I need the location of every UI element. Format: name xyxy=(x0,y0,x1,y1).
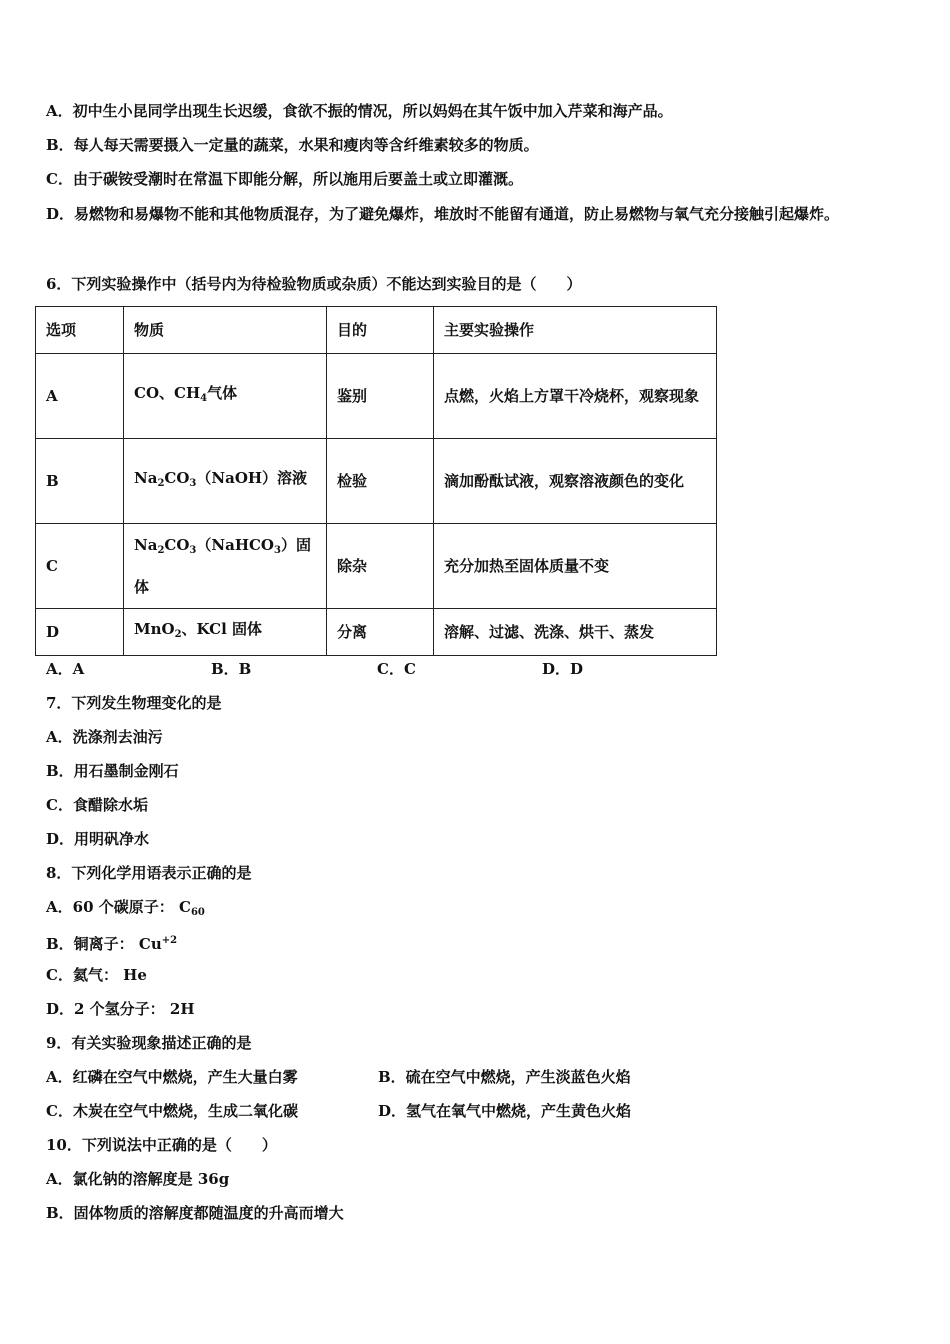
q6-answer-a: A．A xyxy=(46,660,85,678)
q10-stem: 10．下列说法中正确的是（ ） xyxy=(46,1136,277,1154)
q5-option-a: A．初中生小昆同学出现生长迟缓，食欲不振的情况，所以妈妈在其午饭中加入芹菜和海产品。 xyxy=(46,102,673,120)
q9-option-d: D．氢气在氧气中燃烧，产生黄色火焰 xyxy=(378,1102,632,1120)
row-option: C xyxy=(36,524,124,609)
table-row xyxy=(36,609,717,656)
header-option: 选项 xyxy=(36,307,124,354)
row-option: D xyxy=(36,609,124,656)
row-substance: $Na_2CO_3(NaOH)$溶液 xyxy=(124,439,327,524)
q7-option-b: B．用石墨制金刚石 xyxy=(46,762,179,780)
q5-option-b: B．每人每天需要摄入一定量的蔬菜，水果和瘦肉等含纤维素较多的物质。 xyxy=(46,136,539,154)
q10-option-a: A．氯化钠的溶解度是 36g xyxy=(46,1170,230,1188)
row-purpose: 除杂 xyxy=(327,524,434,609)
row-substance: CO、$CH_4$气体 xyxy=(124,354,327,439)
q8-option-b: B．铜离子： $Cu^{+2}$ xyxy=(46,935,178,953)
q7-option-d: D．用明矾净水 xyxy=(46,830,150,848)
q6-answer-d: D．D xyxy=(542,660,584,678)
table-row xyxy=(36,354,717,439)
q7-stem: 7．下列发生物理变化的是 xyxy=(46,694,222,712)
row-option: B xyxy=(36,439,124,524)
q7-option-c: C．食醋除水垢 xyxy=(46,796,148,814)
q6-table xyxy=(35,306,717,656)
q9-option-b: B．硫在空气中燃烧，产生淡蓝色火焰 xyxy=(378,1068,631,1086)
header-substance: 物质 xyxy=(124,307,327,354)
table-header-row xyxy=(36,307,717,354)
row-operation: 溶解、过滤、洗涤、烘干、蒸发 xyxy=(434,609,717,656)
q7-option-a: A．洗涤剂去油污 xyxy=(46,728,163,746)
q6-answer-c: C．C xyxy=(377,660,416,678)
header-purpose: 目的 xyxy=(327,307,434,354)
table-row xyxy=(36,524,717,609)
row-operation: 滴加酚酞试液，观察溶液颜色的变化 xyxy=(434,439,717,524)
row-purpose: 分离 xyxy=(327,609,434,656)
q9-option-a: A．红磷在空气中燃烧，产生大量白雾 xyxy=(46,1068,298,1086)
row-option: A xyxy=(36,354,124,439)
row-substance: MnO$_2$、KCl 固体 xyxy=(124,609,327,656)
row-operation: 充分加热至固体质量不变 xyxy=(434,524,717,609)
row-purpose: 鉴别 xyxy=(327,354,434,439)
q6-answer-b: B．B xyxy=(211,660,252,678)
q9-stem: 9．有关实验现象描述正确的是 xyxy=(46,1034,252,1052)
q8-stem: 8．下列化学用语表示正确的是 xyxy=(46,864,252,882)
table-row xyxy=(36,439,717,524)
row-substance: $Na_2CO_3(NaHCO_3)$固体 xyxy=(124,524,327,609)
q8-option-a: A．60 个碳原子： $C_{60}$ xyxy=(46,898,205,918)
q8-option-d: D．2 个氢分子： 2H xyxy=(46,1000,195,1018)
q8-option-c: C．氦气： He xyxy=(46,966,147,984)
q5-option-c: C．由于碳铵受潮时在常温下即能分解，所以施用后要盖土或立即灌溉。 xyxy=(46,170,523,188)
header-operation: 主要实验操作 xyxy=(434,307,717,354)
q10-option-b: B．固体物质的溶解度都随温度的升高而增大 xyxy=(46,1204,344,1222)
q5-option-d: D．易燃物和易爆物不能和其他物质混存，为了避免爆炸，堆放时不能留有通道，防止易燃物与氧气充分接触引起爆炸。 xyxy=(46,205,840,223)
q9-option-c: C．木炭在空气中燃烧，生成二氧化碳 xyxy=(46,1102,298,1120)
row-purpose: 检验 xyxy=(327,439,434,524)
row-operation: 点燃，火焰上方罩干冷烧杯，观察现象 xyxy=(434,354,717,439)
q6-stem: 6．下列实验操作中（括号内为待检验物质或杂质）不能达到实验目的是（ ） xyxy=(46,275,582,293)
